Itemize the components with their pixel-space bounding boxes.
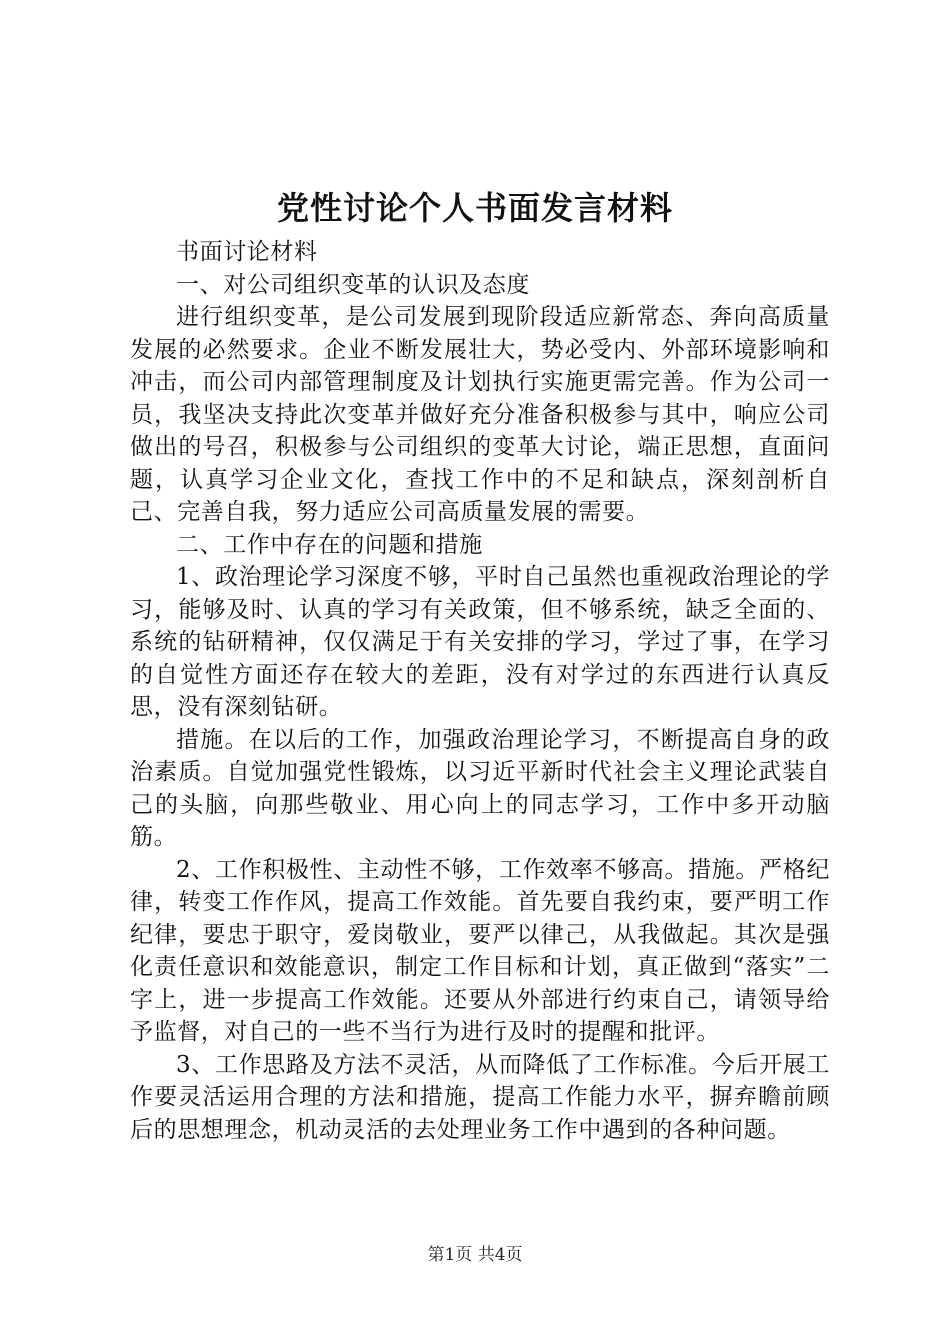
document-title: 党性讨论个人书面发言材料 — [276, 189, 673, 227]
paragraph-1: 进行组织变革，是公司发展到现阶段适应新常态、奔向高质量发展的必然要求。企业不断发展壮大，势必受内、外部环境影响和冲击，而公司内部管理制度及计划执行实施更需完善。作为公司一员，我坚决支持此次变革并做好充分准备积极参与其中，响应公司做出的号召，积极参与公司组织的变革大讨论，端正思想，直面问题，认真学习企业文化，查找工作中的不足和缺点，深刻剖析自己、完善自我，努力适应公司高质量发展的需要。 — [130, 304, 830, 525]
document-body — [130, 236, 830, 1146]
section-subtitle: 书面讨论材料 — [176, 239, 318, 265]
section-heading-1: 一、对公司组织变革的认识及态度 — [176, 271, 530, 298]
paragraph-2: 1、政治理论学习深度不够，平时自己虽然也重视政治理论的学习，能够及时、认真的学习有关政策，但不够系统，缺乏全面的、系统的钻研精神，仅仅满足于有关安排的学习，学过了事，在学习的自觉性方面还存在较大的差距，没有对学过的东西进行认真反思，没有深刻钻研。 — [130, 564, 830, 720]
paragraph-3: 措施。在以后的工作，加强政治理论学习，不断提高自身的政治素质。自觉加强党性锻炼，以习近平新时代社会主义理论武装自己的头脑，向那些敬业、用心向上的同志学习，工作中多开动脑筋。 — [130, 726, 830, 850]
page-footer: 第1页 共4页 — [427, 1245, 523, 1265]
paragraph-5: 3、工作思路及方法不灵活，从而降低了工作标准。今后开展工作要灵活运用合理的方法和措施，提高工作能力水平，摒弃瞻前顾后的思想理念，机动灵活的去处理业务工作中遇到的各种问题。 — [130, 1051, 830, 1143]
paragraph-4: 2、工作积极性、主动性不够，工作效率不够高。措施。严格纪律，转变工作作风，提高工作效能。首先要自我约束，要严明工作纪律，要忠于职守，爱岗敬业，要严以律己，从我做起。其次是强化责任意识和效能意识，制定工作目标和计划，真正做到“落实”二字上，进一步提高工作效能。还要从外部进行约束自己，请领导给予监督，对自己的一些不当行为进行及时的提醒和批评。 — [130, 856, 830, 1045]
section-heading-2: 二、工作中存在的问题和措施 — [176, 531, 483, 558]
